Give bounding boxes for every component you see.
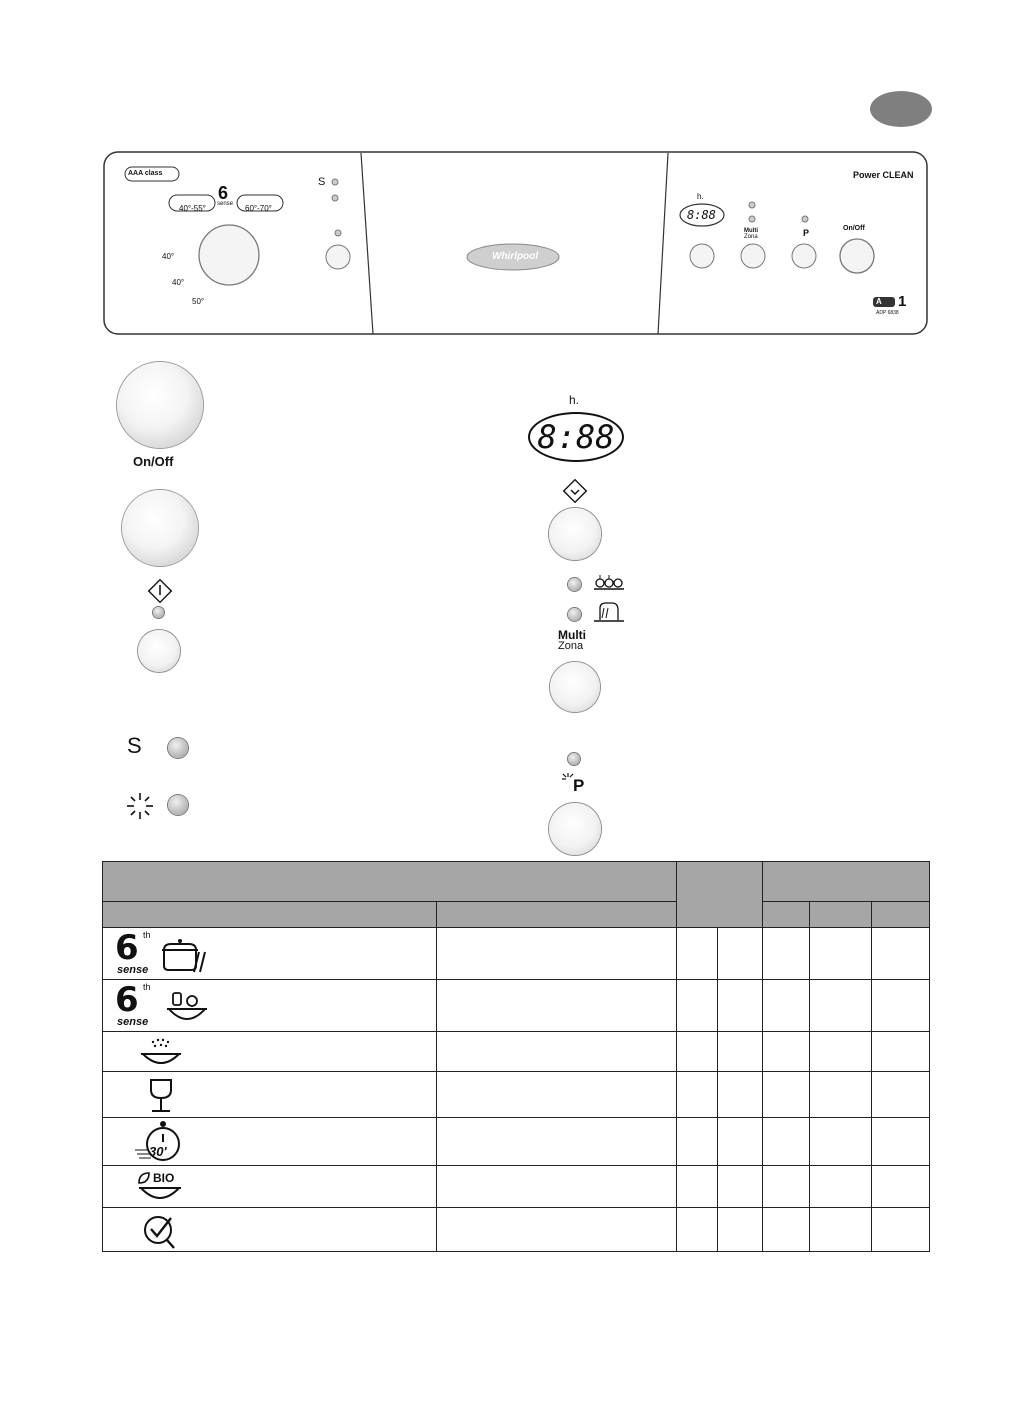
row-icon-cell	[103, 928, 437, 980]
multi-label: Multi	[558, 628, 586, 642]
row-icon-cell	[103, 1118, 437, 1166]
prog-rapid-temp: 40°	[172, 278, 185, 287]
delay-button[interactable]	[549, 508, 601, 560]
sixth-sense-icon: 6	[115, 980, 139, 1020]
table-row	[103, 928, 930, 980]
rinse-aid-icon	[124, 790, 156, 822]
powerclean-p-label: P	[573, 776, 585, 795]
program-table	[102, 861, 930, 1252]
salt-icon: S	[127, 733, 142, 758]
start-icon	[147, 578, 173, 604]
glass-icon	[147, 1078, 175, 1114]
onoff-knob[interactable]	[117, 362, 203, 448]
energy-label: A	[876, 297, 882, 306]
table-header-program	[103, 862, 677, 902]
table-subheader-5	[872, 902, 930, 928]
language-badge	[870, 91, 932, 127]
pot-icon	[161, 936, 211, 974]
lower-basket-icon	[592, 600, 626, 624]
s-symbol-small: S	[318, 176, 326, 188]
upper-basket-icon	[592, 572, 626, 592]
bio-bowl-icon	[137, 1186, 183, 1204]
program-selector-knob[interactable]	[122, 490, 198, 566]
multizona-button[interactable]	[550, 662, 600, 712]
p-label-small: P	[803, 228, 810, 238]
row-icon-cell	[103, 1166, 437, 1208]
power-clean-logo: Power CLEAN	[853, 170, 914, 180]
table-subheader-2	[436, 902, 677, 928]
table-row	[103, 1118, 930, 1166]
row-icon-cell	[103, 1208, 437, 1252]
multi-label-small: Multi	[744, 228, 758, 234]
table-header-options	[677, 862, 763, 928]
prog-bio-temp: 50°	[192, 297, 205, 306]
dishes-icon	[165, 985, 209, 1027]
table-row	[103, 1166, 930, 1208]
table-subheader-3	[763, 902, 810, 928]
display-unit-small: h.	[697, 192, 704, 201]
sense-label: sense	[117, 1016, 149, 1028]
powerclean-led	[568, 753, 580, 765]
table-subheader-4	[810, 902, 872, 928]
table-row	[103, 1208, 930, 1252]
table-row	[103, 1032, 930, 1072]
salt-led	[168, 738, 188, 758]
rapid-label: 30'	[149, 1144, 167, 1159]
table-row	[103, 1072, 930, 1118]
th-label: th	[143, 930, 151, 940]
bio-label: BIO	[153, 1171, 175, 1185]
upper-basket-led	[568, 578, 581, 591]
table-header-consumption	[763, 862, 930, 902]
row-icon-cell	[103, 980, 437, 1032]
sixth-sense-word: sense	[217, 201, 234, 207]
sense-label: sense	[117, 964, 149, 976]
temp-range-left: 40°-55°	[179, 204, 206, 213]
table-subheader-1	[103, 902, 437, 928]
onoff-label: On/Off	[133, 454, 174, 469]
time-display: 8:88	[528, 412, 624, 462]
row-icon-cell	[103, 1032, 437, 1072]
start-led	[153, 607, 164, 618]
energy-num: 1	[898, 293, 907, 310]
whirlpool-logo: Whirlpool	[492, 251, 539, 262]
table-row	[103, 980, 930, 1032]
display-small: 8:88	[687, 208, 716, 222]
delay-icon	[562, 478, 588, 504]
lower-basket-led	[568, 608, 581, 621]
zona-label: Zona	[558, 640, 584, 652]
display-unit: h.	[569, 393, 580, 407]
prewash-icon	[139, 1038, 183, 1068]
leaf-icon	[137, 1171, 151, 1185]
check-icon	[141, 1212, 179, 1250]
prog-glass-temp: 40°	[162, 252, 175, 261]
model-number: ADP 6838	[876, 310, 899, 316]
control-panel	[103, 151, 929, 337]
sixth-sense-logo: 6	[218, 183, 229, 203]
onoff-label-small: On/Off	[843, 225, 865, 232]
rinse-aid-led	[168, 795, 188, 815]
temp-range-right: 60°-70°	[245, 204, 272, 213]
powerclean-button[interactable]	[549, 803, 601, 855]
zona-label-small: Zona	[744, 234, 758, 240]
row-icon-cell	[103, 1072, 437, 1118]
th-label: th	[143, 982, 151, 992]
aaa-class-badge: AAA class	[128, 170, 163, 177]
sixth-sense-icon: 6	[115, 928, 139, 968]
start-button[interactable]	[138, 630, 180, 672]
